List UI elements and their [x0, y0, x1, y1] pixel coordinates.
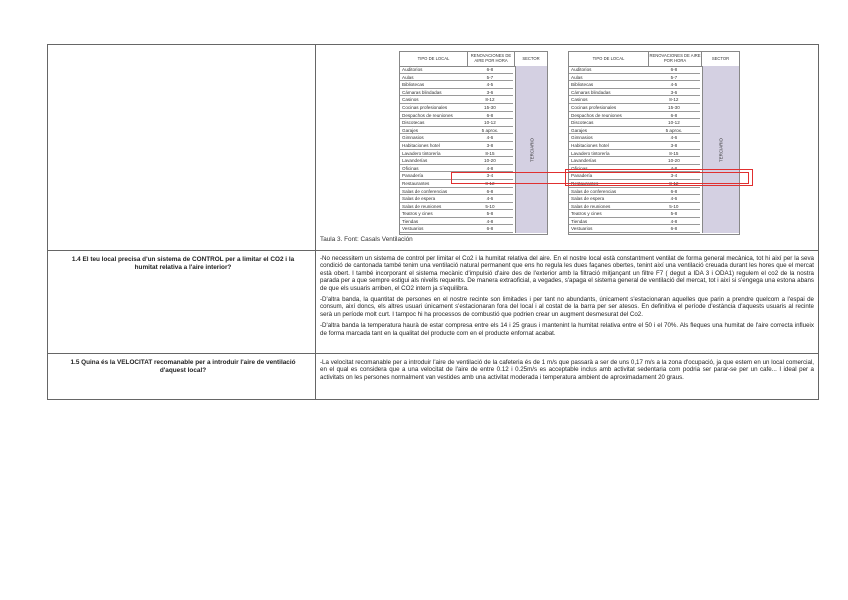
- table-row: [569, 218, 700, 226]
- renovation-value-cell: 6-8: [486, 188, 494, 194]
- table-row: [569, 81, 700, 89]
- table-row: [569, 195, 700, 203]
- answer-1-4: [320, 255, 814, 341]
- renovation-value-cell: 5 aprox.: [481, 127, 499, 133]
- renovation-value-cell: 4-8: [486, 165, 494, 171]
- renovation-value-cell: 5-8: [486, 211, 494, 217]
- local-type-cell: Discotecas: [402, 120, 425, 126]
- local-type-cell: Cámaras blindadas: [402, 89, 442, 95]
- table-body-left: [400, 66, 513, 233]
- renovation-value-cell: 3-8: [670, 142, 678, 148]
- local-type-cell: Restaurantes: [402, 180, 430, 186]
- ventilation-table-left: [399, 51, 548, 235]
- local-type-cell: Teatros y cines: [402, 211, 433, 217]
- table-row: [569, 210, 700, 218]
- local-type-cell: Vestuarios: [402, 226, 424, 232]
- renovation-value-cell: 8-15: [485, 150, 495, 156]
- table-row: [400, 104, 513, 112]
- header-renov: RENOVACIONES DE AIRE POR HORA: [468, 52, 515, 66]
- local-type-cell: Garajes: [402, 127, 419, 133]
- renovation-value-cell: 15-30: [668, 104, 680, 110]
- figure-caption: Taula 3. Font: Casals Ventilación: [320, 236, 413, 243]
- table-row: [569, 157, 700, 165]
- table-row: [400, 150, 513, 158]
- local-type-cell: Auditorios: [571, 67, 592, 72]
- local-type-cell: Teatros y cines: [571, 211, 602, 217]
- local-type-cell: Salas de espera: [402, 196, 436, 202]
- table-row: [400, 142, 513, 150]
- renovation-value-cell: 5-8: [670, 211, 678, 217]
- local-type-cell: Auditorios: [402, 67, 423, 72]
- table-row: [569, 112, 700, 120]
- renovation-value-cell: 6-8: [486, 226, 494, 232]
- local-type-cell: Salas de reuniones: [571, 203, 611, 209]
- table-body-right: [569, 66, 700, 233]
- renovation-value-cell: 4-8: [486, 218, 494, 224]
- local-type-cell: Lavanderías: [402, 158, 428, 164]
- renovation-value-cell: 10-12: [668, 120, 680, 126]
- local-type-cell: Panadería: [402, 173, 424, 179]
- table-row: [400, 218, 513, 226]
- table-row: [569, 66, 700, 74]
- table-row-image: [48, 45, 818, 251]
- table-row: [569, 127, 700, 135]
- local-type-cell: Salas de conferencias: [571, 188, 617, 194]
- table-row: [400, 195, 513, 203]
- sector-label: TERCIARIO: [529, 137, 534, 162]
- ventilation-table-right: [568, 51, 740, 235]
- table-row: [569, 104, 700, 112]
- local-type-cell: Despachos de reuniones: [402, 112, 453, 118]
- sector-column: [702, 66, 739, 233]
- local-type-cell: Vestuarios: [571, 226, 593, 232]
- table-row-1-4: [48, 251, 818, 354]
- renovation-value-cell: 6-8: [486, 112, 494, 118]
- header-sector: SECTOR: [711, 55, 730, 61]
- table-row: [400, 89, 513, 97]
- table-header: [400, 52, 547, 67]
- header-tipo: TIPO DE LOCAL: [400, 52, 468, 66]
- local-type-cell: Salas de espera: [571, 196, 605, 202]
- header-sector: SECTOR: [522, 55, 540, 61]
- table-row: [400, 134, 513, 142]
- renovation-value-cell: 8-15: [669, 150, 679, 156]
- renovation-value-cell: 5 aprox.: [665, 127, 683, 133]
- local-type-cell: Bibliotecas: [571, 82, 594, 88]
- local-type-cell: Cocinas profesionales: [402, 104, 448, 110]
- renovation-value-cell: 3-4: [670, 173, 678, 179]
- renovation-value-cell: 4-8: [670, 218, 678, 224]
- local-type-cell: Lavadero tintorería: [402, 150, 441, 156]
- renovation-value-cell: 3-8: [486, 142, 494, 148]
- table-row: [400, 96, 513, 104]
- table-row: [400, 119, 513, 127]
- renovation-value-cell: 5-7: [486, 74, 494, 80]
- answer-paragraph: -D'altra banda, la quantitat de persones en el nostre recinte son limitades i per tant no abundants, únicament s'estacionaran aquelles que parin a prendre quelcom a l'espai de consum, així doncs, els altres usuari únicament s'estacionaran fora del local i al costat de la barra per ser atesos. En definitiva el període d'estància d'aquests usuaris al recinte serà un període molt curt. I tampoc hi ha processos de combustió que podrien crear un augment desmesurat del Co2.: [320, 296, 814, 318]
- table-row: [569, 89, 700, 97]
- local-type-cell: Salas de reuniones: [402, 203, 442, 209]
- table-row: [569, 225, 700, 233]
- renovation-value-cell: 6-8: [670, 226, 678, 232]
- question-1-5: 1.5 Quina és la VELOCITAT recomanable per a introduir l'aire de ventilació d'aquest local?: [70, 359, 296, 374]
- renovation-value-cell: 3-4: [486, 173, 494, 179]
- table-row: [569, 150, 700, 158]
- table-row: [400, 203, 513, 211]
- question-1-4: 1.4 El teu local precisa d'un sistema de CONTROL per a limitar el CO2 i la humitat relativa a l'aire interior?: [71, 256, 295, 271]
- local-type-cell: Habitaciones hotel: [402, 142, 440, 148]
- table-row: [400, 188, 513, 196]
- renovation-value-cell: 6-8: [670, 112, 678, 118]
- renovation-value-cell: 6-8: [670, 67, 678, 72]
- header-tipo: TIPO DE LOCAL: [569, 52, 649, 66]
- renovation-value-cell: 4-5: [670, 82, 678, 88]
- renovation-value-cell: 3-6: [670, 89, 678, 95]
- table-header: [569, 52, 739, 67]
- local-type-cell: Tiendas: [571, 218, 588, 224]
- local-type-cell: Restaurantes: [571, 180, 599, 186]
- column-divider: [315, 45, 316, 399]
- local-type-cell: Despachos de reuniones: [571, 112, 622, 118]
- table-row: [400, 210, 513, 218]
- table-row: [569, 119, 700, 127]
- table-row: [569, 74, 700, 82]
- local-type-cell: Bibliotecas: [402, 82, 425, 88]
- local-type-cell: Oficinas: [402, 165, 419, 171]
- renovation-value-cell: 10-20: [484, 158, 496, 164]
- local-type-cell: Discotecas: [571, 120, 594, 126]
- table-row: [400, 81, 513, 89]
- local-type-cell: Lavadero tintorería: [571, 150, 610, 156]
- local-type-cell: Cámaras blindadas: [571, 89, 611, 95]
- table-row: [400, 225, 513, 233]
- table-row: [400, 66, 513, 74]
- renovation-value-cell: 10-20: [668, 158, 680, 164]
- renovation-value-cell: 6-8: [670, 188, 678, 194]
- renovation-value-cell: 8-12: [485, 97, 495, 103]
- renovation-value-cell: 8-12: [669, 97, 679, 103]
- table-row: [569, 96, 700, 104]
- local-type-cell: Gimnasios: [402, 135, 424, 141]
- local-type-cell: Aulas: [402, 74, 414, 80]
- renovation-value-cell: 4-6: [486, 196, 494, 202]
- renovation-value-cell: 15-30: [484, 104, 496, 110]
- table-row: [569, 203, 700, 211]
- local-type-cell: Gimnasios: [571, 135, 593, 141]
- local-type-cell: Panadería: [571, 173, 593, 179]
- document-table: [47, 44, 819, 400]
- answer-paragraph: -No necessitem un sistema de control per limitar el Co2 i la humitat relativa del aire. En el nostre local està constantment ventilat de forma general mecànica, tot hi així per la seva condició de cantonada també tenim una ventilació natural permanent que ens ho regula les dues façanes obertes, tenint així una ventilació creuada durant les hores que el mercat està obert. I també incorporant el sistema mecànic d'impulsió d'aire des de l'exterior amb la filtració mitjançant un filtre F7 ( degut a IDA 3 i ODA1) regulem el co2 de la nostra parada per a que sempre estigui als nivells requerits. De manera extraoficial, a vegades, s'apaga el sistema general de ventilació del mercat, tot i així si s'engega una estona abans de que els usuaris arriben, el CO2 intern ja s'equilibra.: [320, 255, 814, 292]
- table-row: [400, 112, 513, 120]
- renovation-value-cell: 5-10: [669, 203, 679, 209]
- answer-paragraph: -D'altra banda la temperatura haurà de estar compresa entre els 14 i 25 graus i mantenint la humitat relativa entre el 50 i el 70%. Als fleques una humitat de l'aire correcta influeix de forma marcada tant en la qualitat del producte com en el producte enfornat acabat.: [320, 322, 814, 337]
- table-row: [400, 157, 513, 165]
- renovation-value-cell: 4-5: [486, 82, 494, 88]
- local-type-cell: Casinos: [402, 97, 419, 103]
- sector-column: [515, 66, 547, 233]
- table-row: [569, 134, 700, 142]
- local-type-cell: Salas de conferencias: [402, 188, 448, 194]
- local-type-cell: Oficinas: [571, 165, 588, 171]
- renovation-value-cell: 8-12: [485, 180, 495, 186]
- renovation-value-cell: 4-6: [670, 135, 678, 141]
- renovation-value-cell: 4-8: [670, 165, 678, 171]
- table-row: [400, 127, 513, 135]
- highlight-box-right: [565, 169, 753, 186]
- local-type-cell: Aulas: [571, 74, 583, 80]
- renovation-value-cell: 4-6: [486, 135, 494, 141]
- answer-paragraph: -La velocitat recomanable per a introduir l'aire de ventilació de la cafeteria és de 1 m/s que passarà a ser de uns 0,17 m/s a la zona d'ocupació, ja que estem en un local comercial, en el qual es considera que a una velocitat de l'aire de entre 0.12 i 0.25m/s es acceptable inclus amb activitat sedentaria com podria ser parar-se per un cafe... I ideal per a activitats on les persones normalment van vestides amb una activitat moderada i temperatura ambient de aproximadament 20 graus.: [320, 359, 814, 381]
- table-row: [400, 74, 513, 82]
- local-type-cell: Habitaciones hotel: [571, 142, 609, 148]
- renovation-value-cell: 5-10: [485, 203, 495, 209]
- local-type-cell: Tiendas: [402, 218, 419, 224]
- table-row: [569, 188, 700, 196]
- local-type-cell: Lavanderías: [571, 158, 597, 164]
- table-row: [569, 142, 700, 150]
- renovation-value-cell: 4-6: [670, 196, 678, 202]
- renovation-value-cell: 10-12: [484, 120, 496, 126]
- header-renov: RENOVACIONES DE AIRE POR HORA: [649, 52, 702, 66]
- local-type-cell: Cocinas profesionales: [571, 104, 617, 110]
- local-type-cell: Casinos: [571, 97, 588, 103]
- local-type-cell: Garajes: [571, 127, 588, 133]
- renovation-value-cell: 8-12: [669, 180, 679, 186]
- sector-label: TERCIARIO: [718, 137, 724, 162]
- answer-1-5: [320, 359, 814, 385]
- table-row-1-5: [48, 354, 818, 399]
- renovation-value-cell: 5-7: [670, 74, 678, 80]
- renovation-value-cell: 3-6: [486, 89, 494, 95]
- renovation-value-cell: 6-8: [486, 67, 494, 72]
